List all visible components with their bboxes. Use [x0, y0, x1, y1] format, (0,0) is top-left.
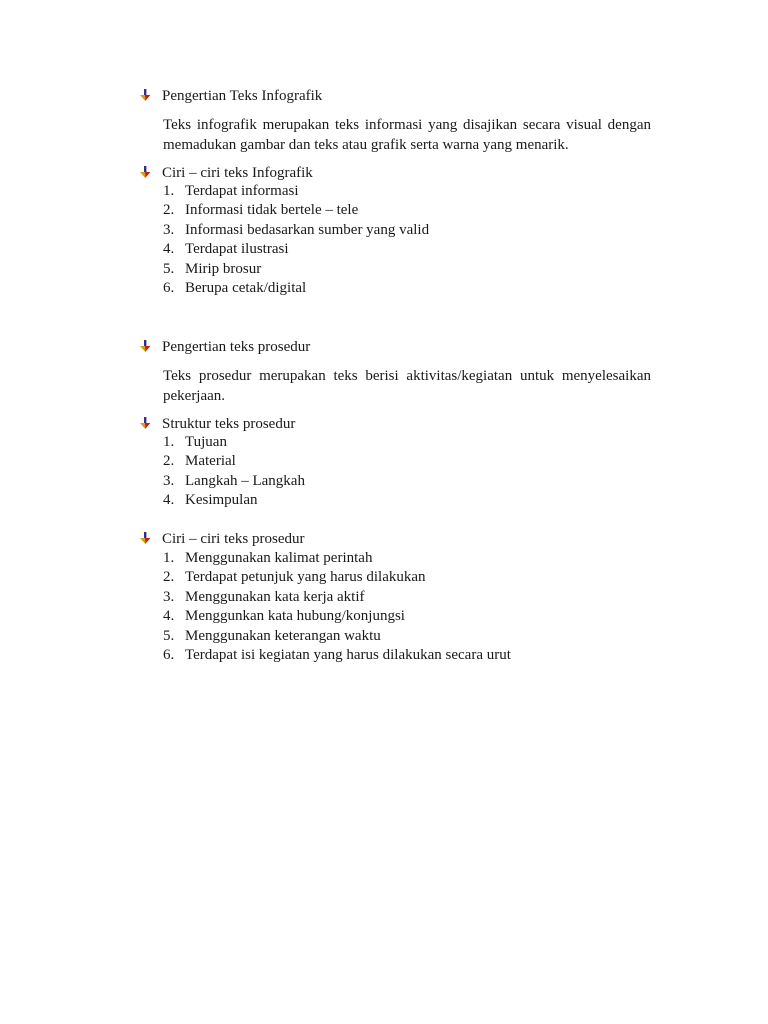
list-item — [163, 279, 429, 298]
section-heading-text: Pengertian Teks Infografik — [162, 88, 323, 104]
list-item — [163, 240, 429, 259]
list-item-number: 4. — [163, 492, 175, 509]
list-item-number: 6. — [163, 646, 175, 663]
list-item-text: Menggunakan keterangan waktu — [185, 627, 381, 644]
section-heading-text: Ciri – ciri teks Infografik — [162, 165, 313, 181]
list-item-text: Mirip brosur — [185, 260, 262, 277]
list-item-text: Kesimpulan — [185, 492, 258, 509]
list-item — [163, 607, 511, 626]
list-item — [163, 568, 511, 587]
list-item — [163, 452, 305, 471]
list-item-number: 1. — [163, 550, 175, 566]
list-item — [163, 260, 429, 279]
list-item — [163, 201, 429, 220]
section-heading — [138, 163, 313, 183]
arrow-bullet-icon — [138, 165, 152, 179]
numbered-list — [163, 549, 511, 665]
list-item-number: 3. — [163, 221, 175, 238]
section-heading-text: Ciri – ciri teks prosedur — [162, 531, 305, 547]
list-item-text: Langkah – Langkah — [185, 472, 305, 489]
list-item-text: Terdapat isi kegiatan yang harus dilakukan secara urut — [185, 646, 511, 663]
list-item-text: Informasi bedasarkan sumber yang valid — [185, 221, 430, 238]
list-item-number: 6. — [163, 279, 175, 296]
list-item — [163, 549, 511, 568]
list-item — [163, 221, 429, 240]
section-paragraph: Teks prosedur merupakan teks berisi aktivitas/kegiatan untuk menyelesaikan pekerjaan. — [163, 368, 651, 404]
list-item — [163, 433, 305, 452]
arrow-bullet-icon — [138, 339, 152, 353]
list-item-text: Terdapat ilustrasi — [185, 241, 289, 258]
list-item-number: 1. — [163, 434, 175, 450]
arrow-bullet-icon — [138, 416, 152, 430]
list-item — [163, 627, 511, 646]
list-item-number: 2. — [163, 569, 175, 586]
list-item-text: Menggunkan kata hubung/konjungsi — [185, 608, 405, 625]
list-item — [163, 182, 429, 201]
list-item-text: Berupa cetak/digital — [185, 279, 307, 296]
arrow-bullet-icon — [138, 531, 152, 545]
section-heading-text: Struktur teks prosedur — [162, 416, 296, 432]
list-item-number: 2. — [163, 453, 175, 470]
list-item-text: Material — [185, 453, 236, 470]
section-heading — [138, 529, 304, 549]
arrow-bullet-icon — [138, 88, 152, 102]
list-item — [163, 588, 511, 607]
section-heading — [138, 337, 310, 357]
numbered-list — [163, 433, 305, 511]
list-item-text: Menggunakan kata kerja aktif — [185, 588, 365, 605]
list-item-number: 3. — [163, 472, 175, 489]
list-item-number: 3. — [163, 588, 175, 605]
list-item-text: Terdapat petunjuk yang harus dilakukan — [185, 569, 426, 586]
section-heading-text: Pengertian teks prosedur — [162, 339, 311, 355]
list-item — [163, 472, 305, 491]
list-item-number: 4. — [163, 608, 175, 625]
list-item-text: Informasi tidak bertele – tele — [185, 202, 359, 219]
list-item-text: Menggunakan kalimat perintah — [185, 550, 373, 566]
numbered-list — [163, 182, 429, 298]
list-item-number: 4. — [163, 241, 175, 258]
section-heading — [138, 414, 295, 434]
list-item-number: 5. — [163, 260, 175, 277]
list-item-number: 2. — [163, 202, 175, 219]
section-heading — [138, 86, 322, 106]
list-item-number: 5. — [163, 627, 175, 644]
list-item — [163, 491, 305, 510]
list-item — [163, 646, 511, 665]
list-item-number: 1. — [163, 183, 175, 199]
section-paragraph: Teks infografik merupakan teks informasi yang disajikan secara visual dengan memadukan gambar dan teks atau grafik serta warna yang menarik. — [163, 117, 651, 153]
list-item-text: Terdapat informasi — [185, 183, 299, 199]
list-item-text: Tujuan — [185, 434, 227, 450]
